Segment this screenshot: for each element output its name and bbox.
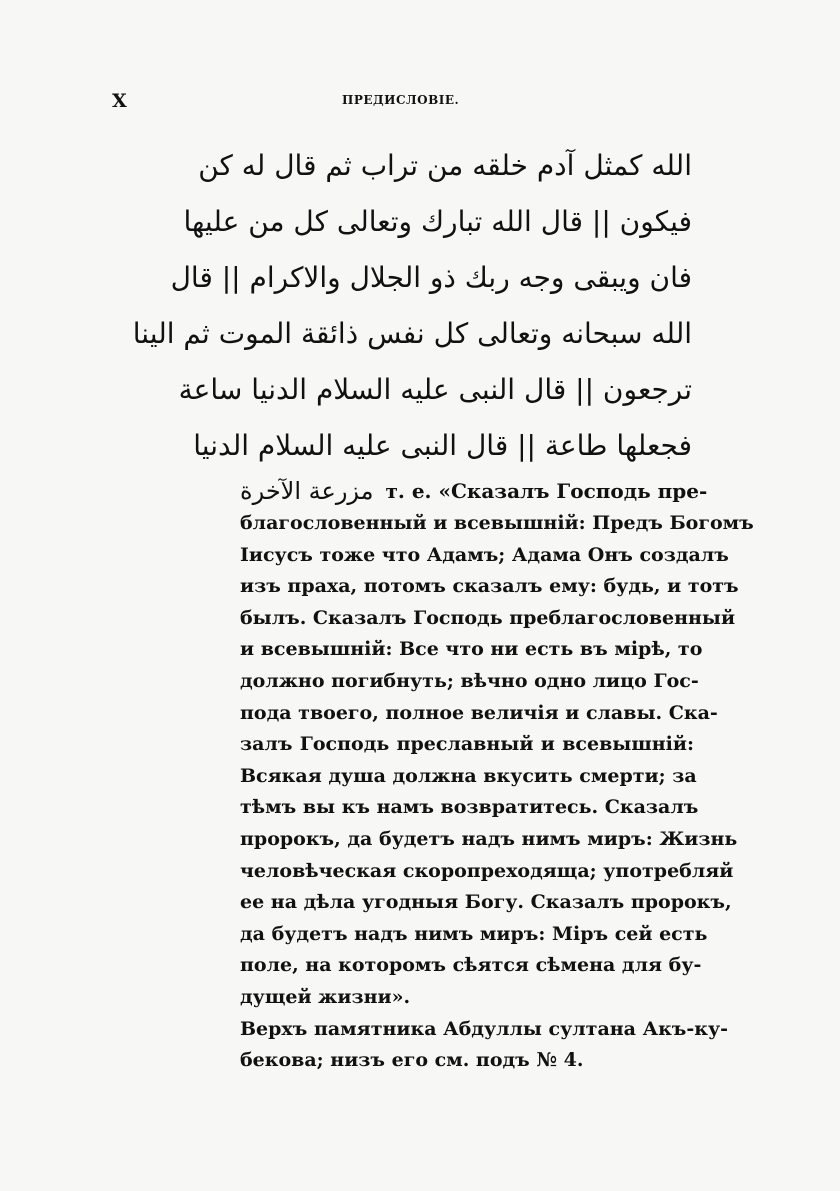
- text-line: человѣческая скоропреходяща; употребляй: [240, 859, 734, 882]
- running-title: ПРЕДИСЛОВІЕ.: [342, 93, 460, 107]
- text-line: былъ. Сказалъ Господь преблагословенный: [240, 606, 736, 629]
- arabic-line: فجعلها طاعة || قال النبى عليه السلام الدنيا: [193, 429, 692, 462]
- text-line: Іисусъ тоже что Адамъ; Адама Онъ создалъ: [240, 543, 729, 566]
- arabic-inline-text: مزرعة الآخرة: [240, 477, 374, 505]
- page-number: X: [112, 90, 127, 112]
- text-line: пода твоего, полное величія и славы. Ска-: [240, 701, 718, 724]
- arabic-inscription: [132, 138, 692, 474]
- arabic-line: الله سبحانه وتعالى كل نفس ذائقة الموت ثم الينا: [132, 317, 692, 350]
- transition-line: [240, 474, 708, 508]
- text-line: пророкъ, да будетъ надъ нимъ миръ: Жизнь: [240, 827, 738, 850]
- note-line: Верхъ памятника Абдуллы султана Акъ-ку-: [240, 1017, 729, 1040]
- text-line: поле, на которомъ сѣятся сѣмена для бу-: [240, 954, 702, 977]
- text-line: должно погибнуть; вѣчно одно лицо Гос-: [240, 669, 699, 692]
- text-line: Всякая душа должна вкусить смерти; за: [240, 764, 697, 787]
- text-line: ее на дѣла угодныя Богу. Сказалъ пророкъ,: [240, 891, 732, 914]
- text-line: изъ праха, потомъ сказалъ ему: будь, и тотъ: [240, 575, 739, 598]
- page-header: [112, 90, 692, 114]
- arabic-line: ترجعون || قال النبى عليه السلام الدنيا ساعة: [178, 373, 692, 406]
- translation-start: т. е. «Сказалъ Господь пре-: [385, 479, 708, 503]
- text-line: да будетъ надъ нимъ миръ: Міръ сей есть: [240, 922, 708, 945]
- text-line: дущей жизни».: [240, 985, 411, 1008]
- arabic-line: فان ويبقى وجه ربك ذو الجلال والاكرام || قال: [170, 261, 692, 294]
- text-line: тѣмъ вы къ намъ возвратитесь. Сказалъ: [240, 796, 699, 819]
- arabic-line: فيكون || قال الله تبارك وتعالى كل من عليها: [183, 205, 692, 238]
- russian-translation: [240, 508, 754, 1077]
- text-line: залъ Господь преславный и всевышній:: [240, 733, 694, 756]
- text-line: благословенный и всевышній: Предъ Богомъ: [240, 512, 754, 534]
- note-line: бекова; низъ его см. подъ № 4.: [240, 1049, 584, 1072]
- text-line: и всевышній: Все что ни есть въ мірѣ, то: [240, 638, 703, 661]
- arabic-line: الله كمثل آدم خلقه من تراب ثم قال له كن: [198, 149, 692, 182]
- monument-note: [240, 1014, 729, 1077]
